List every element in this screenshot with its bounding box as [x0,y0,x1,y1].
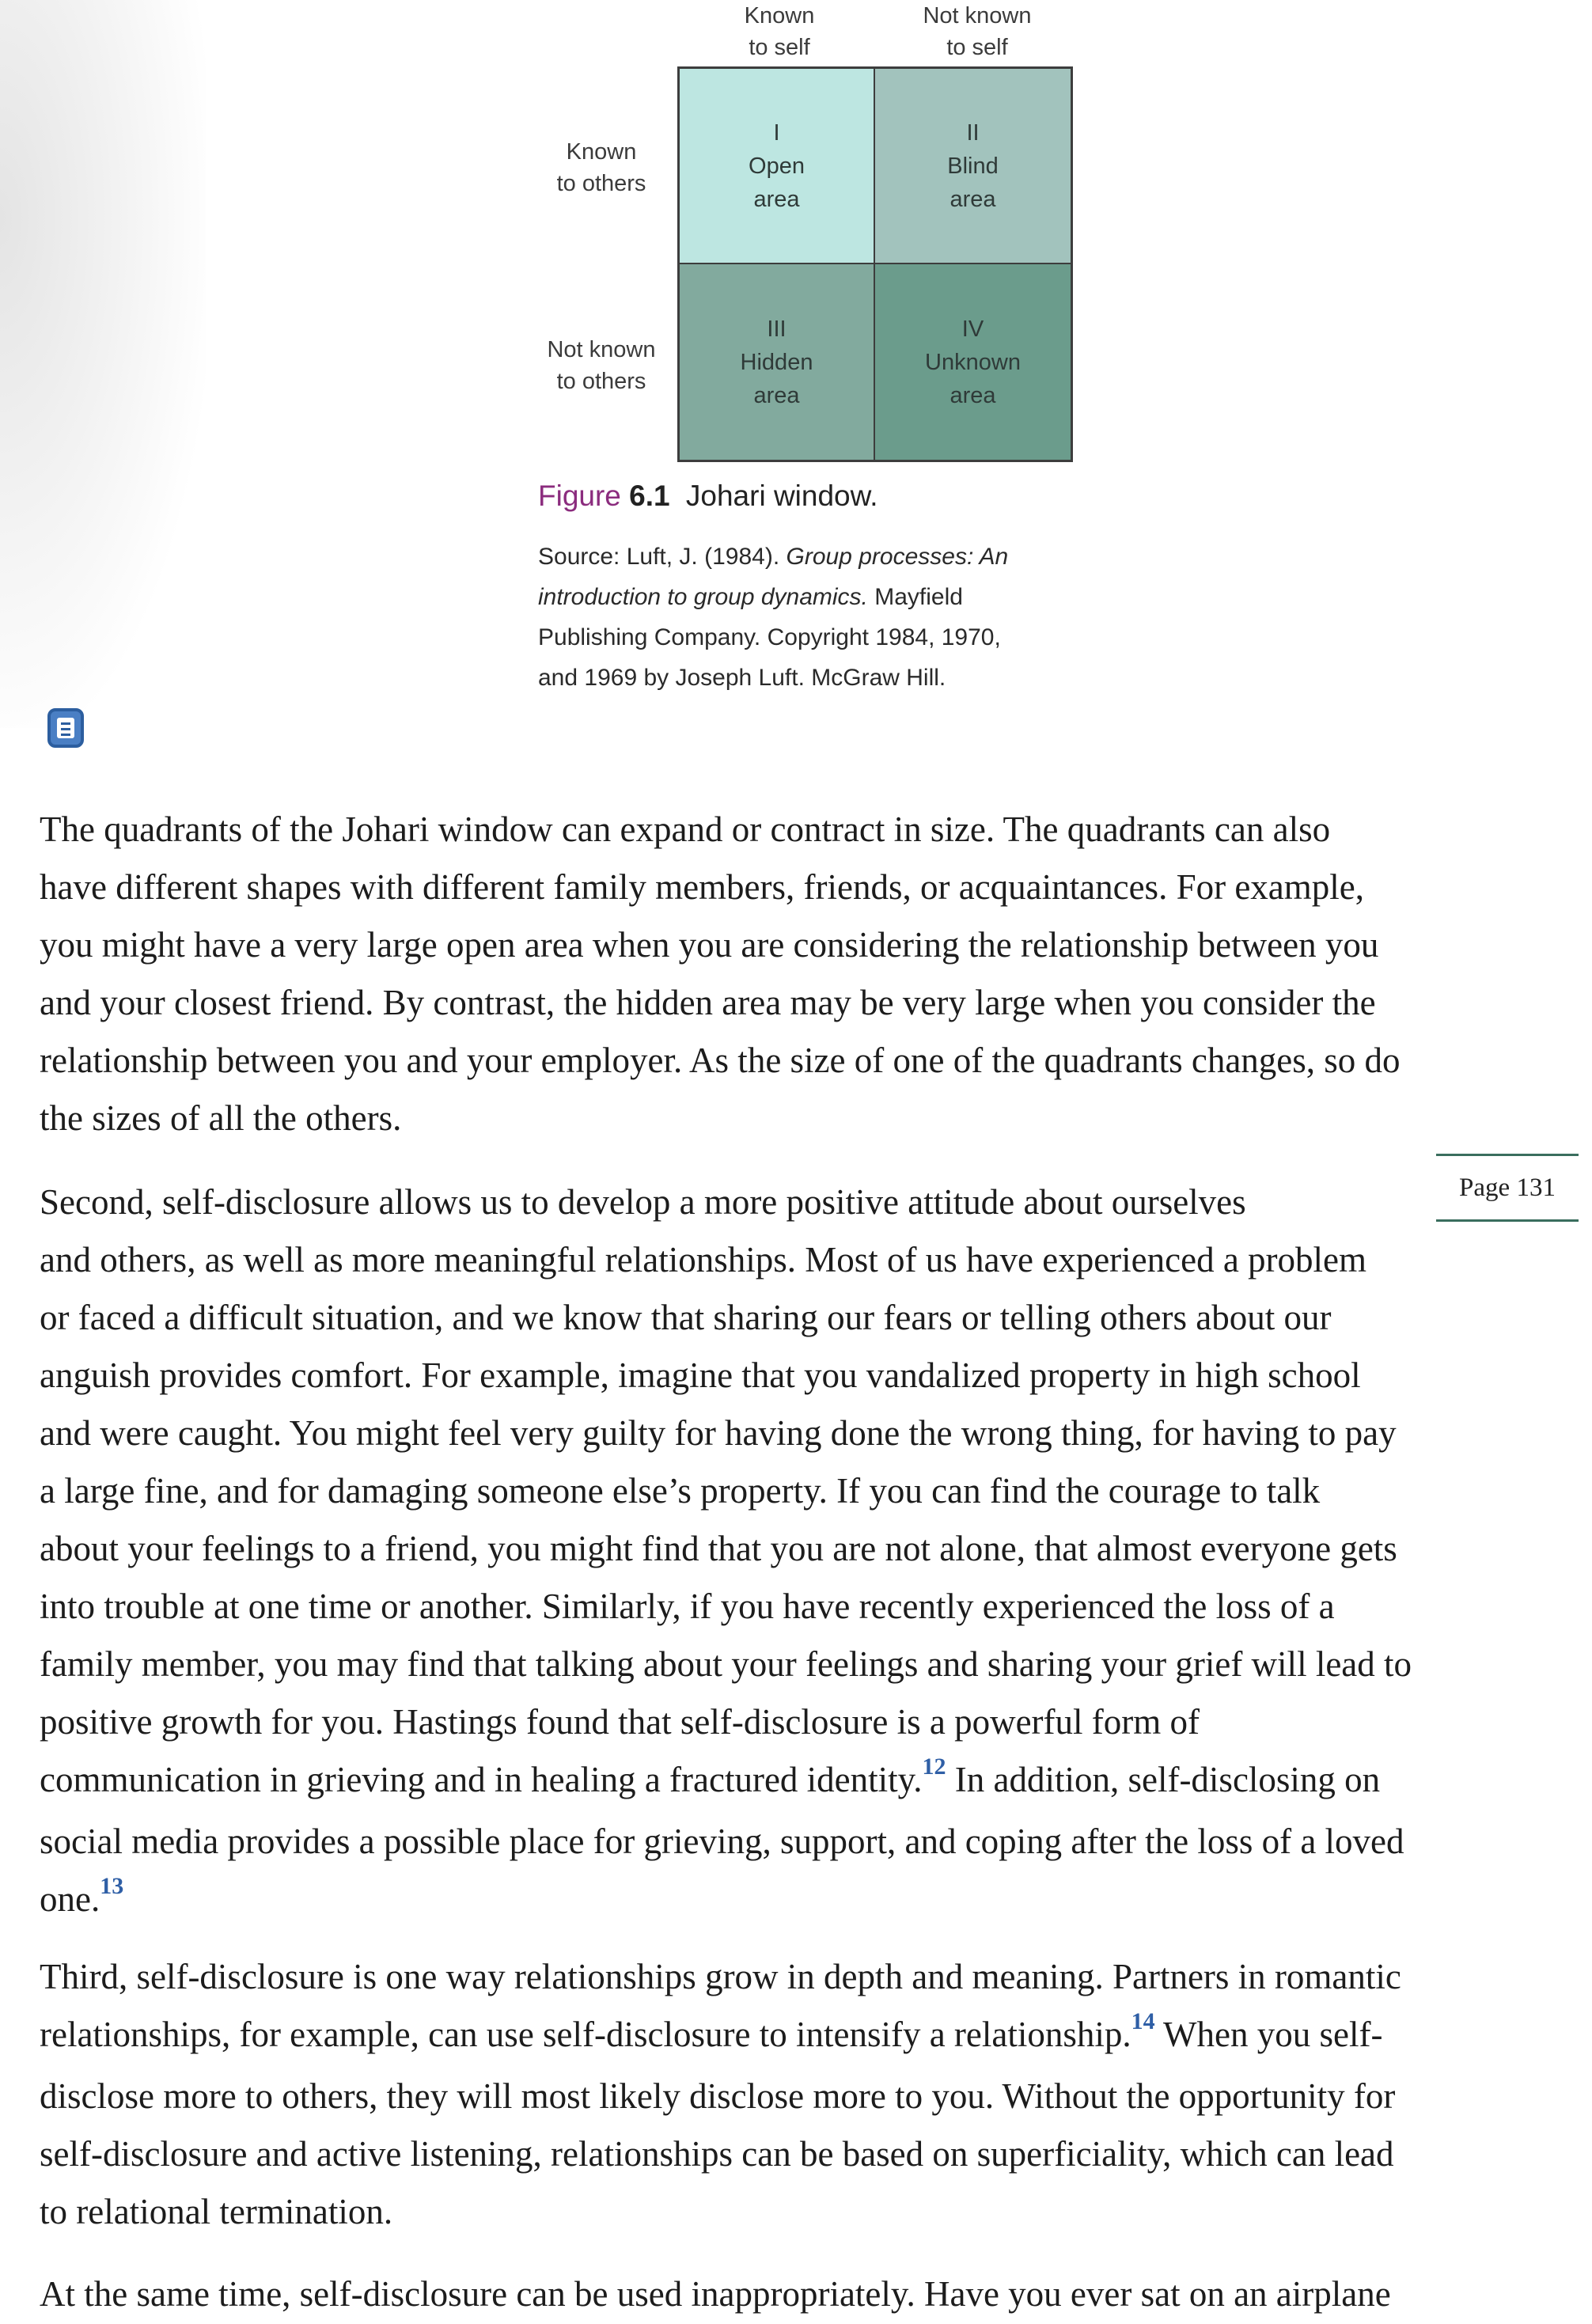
quadrant-unknown-area: IV Unknown area [875,264,1071,460]
row-header-known-to-others: Known to others [556,139,646,196]
footnote-ref-12[interactable]: 12 [922,1753,946,1780]
quadrant-hidden-area: III Hidden area [680,264,875,460]
quadrant-blind-area: II Blind area [875,69,1071,264]
figure-source: Source: Luft, J. (1984). Group processes: An introduction to group dynamics. Mayfield Publishing Company. Copyright 1984, 1970, and 1969 by Joseph Luft. McGraw Hill. [538,544,1009,691]
figure-title: Johari window. [685,480,878,512]
footnote-ref-13[interactable]: 13 [100,1873,124,1899]
col-header-known-to-self: Known to self [744,3,815,60]
footnote-ref-14[interactable]: 14 [1131,2008,1155,2034]
col-header-not-known-to-self: Not known to self [923,3,1032,60]
quadrant-open-area: I Open area [680,69,875,264]
johari-grid [677,66,1073,462]
notes-icon[interactable] [47,708,84,748]
paragraph-quadrants: The quadrants of the Johari window can expand or contract in size. The quadrants can also have different shapes with different family members, friends, or acquaintances. For example, you might have a very large open area when you are considering the relationship between you and your closest friend. By contrast, the hidden area may be very large when you consider the relationship between you and your employer. As the size of one of the quadrants changes, so do the sizes of all the others. [40,809,1401,1138]
figure-number: 6.1 [629,480,670,512]
figure-label: Figure [538,480,621,512]
paragraph-fourth: At the same time, self-disclosure can be used inappropriately. Have you ever sat on an airplane [40,2274,1391,2314]
page-edge-shadow [0,0,206,728]
row-header-not-known-to-others: Not known to others [547,337,656,394]
paragraph-second: Second, self-disclosure allows us to develop a more positive attitude about ourselves and others, as well as more meaningful relationships. Most of us have experienced a problem or faced a difficult situation, and we know that sharing our fears or telling others about our anguish provides comfort. For example, imagine that you vandalized property in high school and were caught. You might feel very guilty for having done the wrong thing, for having to pay a large fine, and for damaging someone else’s property. If you can find the courage to talk about your feelings to a friend, you might find that you are not alone, that almost everyone gets into trouble at one time or another. Similarly, if you have recently experienced the loss of a family member, you may find that talking about your feelings and sharing your grief will lead to positive growth for you. Hastings found that self-disclosure is a powerful form of communication in grieving and in healing a fractured identity.$^{12}$ In addition, self-disclosing on social media provides a possible place for grieving, support, and coping after the loss of a loved one.$^{13}$ [40,1182,1412,1919]
page-number-marker: Page 131 [1436,1154,1579,1222]
paragraph-third: Third, self-disclosure is one way relationships grow in depth and meaning. Partners in romantic relationships, for example, can use self-disclosure to intensify a relationship.$^{14}$ When you self- disclose more to others, they will most likely disclose more to you. Without the opportunity for self-disclosure and active listening, relationships can be based on superficiality, which can lead to relational termination. [40,1957,1401,2231]
figure-caption [538,476,878,516]
